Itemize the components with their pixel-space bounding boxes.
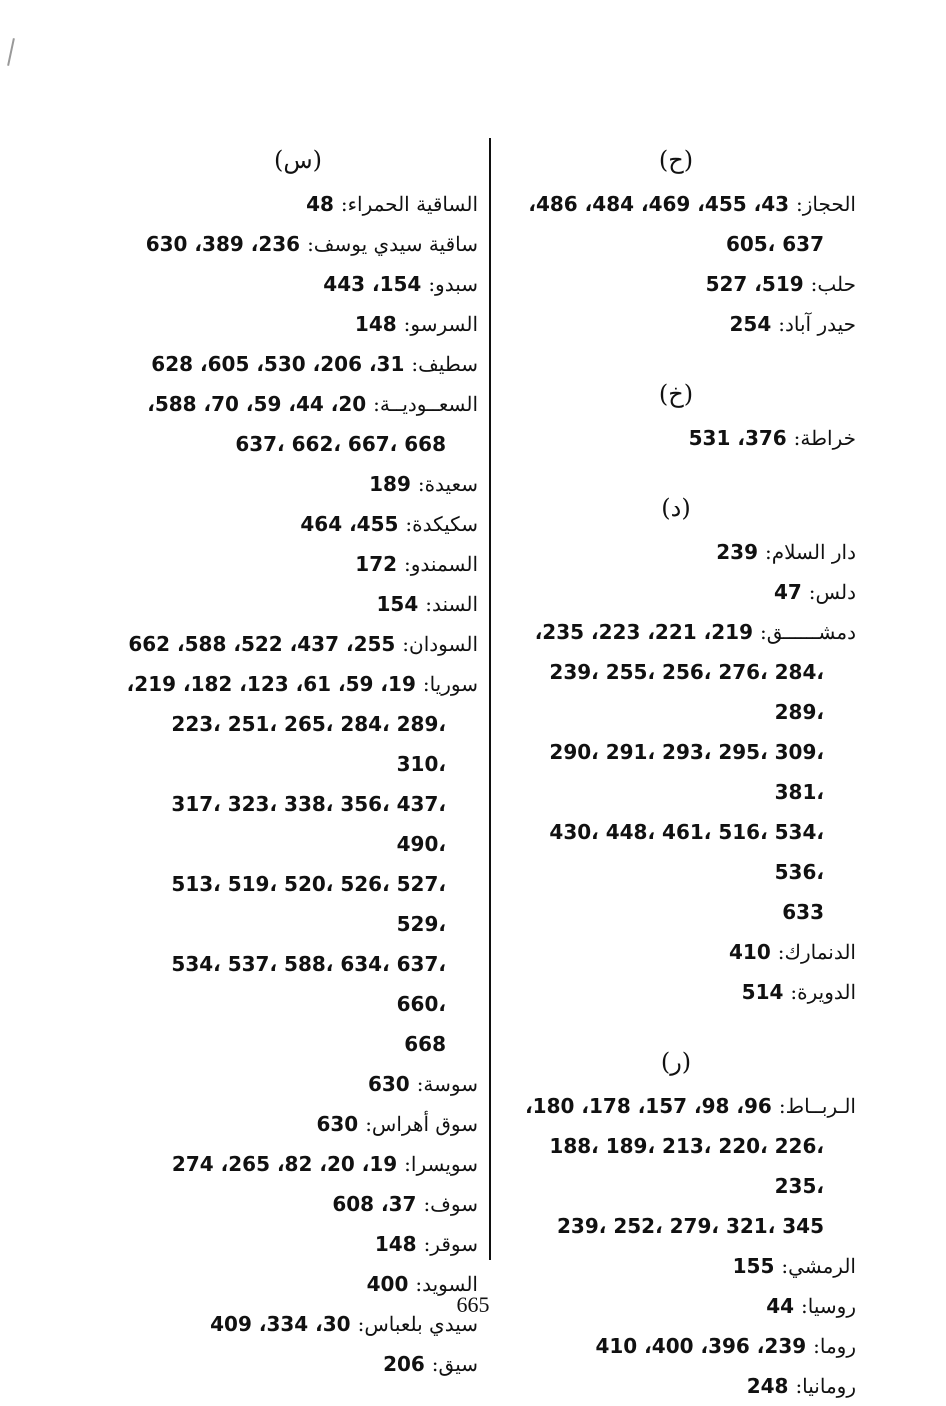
entry-pages: 154، 443: [323, 272, 422, 296]
index-entry: [118, 384, 478, 424]
entry-continuation: 290، 291، 293، 295، 309، 381،: [549, 740, 824, 804]
entry-name: دمشــــــق:: [759, 620, 856, 644]
index-entry: [118, 624, 478, 664]
entry-name: السمندو:: [404, 552, 478, 576]
entry-name: سطيف:: [411, 352, 478, 376]
entry-name: السرسو:: [403, 312, 478, 336]
entry-name: سعيدة:: [417, 472, 478, 496]
entry-continuation: 668: [404, 1032, 446, 1056]
entry-pages: 47: [773, 580, 802, 604]
index-entry: [496, 972, 856, 1012]
index-entry: [496, 304, 856, 344]
index-entry: [496, 532, 856, 572]
index-entry: [118, 1344, 478, 1384]
index-entry: [496, 572, 856, 612]
section-letter: (ح): [658, 146, 694, 174]
right-index-column: [496, 140, 856, 1406]
entry-pages: 96، 98، 157، 178، 180،: [525, 1094, 772, 1118]
entry-pages: 48: [306, 192, 334, 216]
index-entry: [118, 584, 478, 624]
section-letter: (س): [273, 146, 323, 174]
entry-pages: 376، 531: [688, 426, 787, 450]
entry-continuation: 633: [782, 900, 824, 924]
entry-pages: 248: [746, 1374, 789, 1398]
entry-pages: 37، 608: [332, 1192, 417, 1216]
entry-pages: 630: [316, 1112, 359, 1136]
entry-name: روما:: [813, 1334, 856, 1358]
entry-name: دار السلام:: [764, 540, 856, 564]
entry-pages: 206: [383, 1352, 425, 1376]
entry-name: سوريا:: [422, 672, 478, 696]
entry-pages: 519، 527: [705, 272, 804, 296]
entry-pages: 172: [355, 552, 398, 576]
entry-pages: 239، 396، 400، 410: [595, 1334, 807, 1358]
entry-name: السعــوديــة:: [373, 392, 478, 416]
entry-continuation: 223، 251، 265، 284، 289، 310،: [171, 712, 446, 776]
entry-name: سوسة:: [416, 1072, 478, 1096]
section-letter: (ر): [660, 1048, 692, 1076]
index-entry: [496, 612, 856, 652]
column-divider: [489, 138, 491, 1260]
entry-name: السند:: [425, 592, 478, 616]
page-number: 665: [456, 1292, 490, 1317]
entry-name: ساقية سيدي يوسف:: [307, 232, 478, 256]
entry-pages: 30، 334، 409: [210, 1312, 351, 1336]
entry-name: الرمشي:: [781, 1254, 856, 1278]
entry-pages: 31، 206، 530، 605، 628: [151, 352, 405, 376]
index-entry: [118, 184, 478, 224]
entry-name: الـربــاط:: [778, 1094, 856, 1118]
entry-pages: 148: [374, 1232, 417, 1256]
entry-pages: 255، 437، 522، 588، 662: [128, 632, 396, 656]
index-entry: [118, 224, 478, 264]
entry-name: سوقر:: [423, 1232, 478, 1256]
entry-continuation: 239، 255، 256، 276، 284، 289،: [549, 660, 824, 724]
entry-pages: 410: [729, 940, 771, 964]
entry-name: حيدر آباد:: [778, 312, 856, 336]
index-entry: [496, 184, 856, 224]
entry-continuation: 430، 448، 461، 516، 534، 536،: [549, 820, 824, 884]
entry-name: روسيا:: [801, 1294, 856, 1318]
index-entry: [118, 1144, 478, 1184]
index-entry: [496, 264, 856, 304]
entry-pages: 254: [729, 312, 772, 336]
entry-pages: 455، 464: [300, 512, 399, 536]
entry-pages: 148: [354, 312, 397, 336]
entry-name: سبدو:: [428, 272, 478, 296]
entry-pages: 43، 455، 469، 484، 486،: [528, 192, 790, 216]
entry-name: خراطة:: [793, 426, 856, 450]
entry-name: سيق:: [431, 1352, 478, 1376]
entry-pages: 189: [369, 472, 411, 496]
entry-name: السودان:: [402, 632, 478, 656]
entry-name: الدنمارك:: [777, 940, 856, 964]
entry-name: سوق أهراس:: [365, 1112, 478, 1136]
entry-name: سويسرا:: [404, 1152, 478, 1176]
entry-name: سكيكدة:: [405, 512, 478, 536]
entry-name: سيدي بلعباس:: [357, 1312, 478, 1336]
index-entry: [496, 1366, 856, 1406]
left-index-column: [118, 140, 478, 1384]
entry-continuation: 513، 519، 520، 526، 527، 529،: [171, 872, 446, 936]
index-entry: [118, 1064, 478, 1104]
section-letter: (د): [661, 494, 691, 522]
entry-pages: 219، 221، 223، 235،: [534, 620, 753, 644]
index-entry: [496, 1326, 856, 1366]
index-entry: [118, 1184, 478, 1224]
entry-name: سوف:: [423, 1192, 478, 1216]
entry-continuation: 605، 637: [725, 232, 824, 256]
index-entry: [496, 932, 856, 972]
section-gap: [496, 344, 856, 374]
entry-name: حلب:: [810, 272, 856, 296]
entry-continuation: 637، 662، 667، 668: [235, 432, 446, 456]
entry-pages: 155: [732, 1254, 775, 1278]
index-entry: [496, 1086, 856, 1126]
entry-name: الحجاز:: [796, 192, 856, 216]
section-gap: [496, 458, 856, 488]
entry-pages: 154: [376, 592, 419, 616]
entry-pages: 239: [716, 540, 758, 564]
entry-pages: 400: [366, 1272, 409, 1296]
entry-pages: 19، 59، 61، 123، 182، 219،: [126, 672, 416, 696]
index-entry: [118, 344, 478, 384]
entry-continuation: 534، 537، 588، 634، 637، 660،: [171, 952, 446, 1016]
entry-name: دلس:: [808, 580, 856, 604]
section-letter: (خ): [658, 380, 694, 408]
entry-pages: 236، 389، 630: [145, 232, 301, 256]
entry-name: السويد:: [415, 1272, 478, 1296]
entry-pages: 20، 44، 59، 70، 588،: [147, 392, 367, 416]
index-entry: [118, 264, 478, 304]
index-entry: [496, 1246, 856, 1286]
index-entry: [118, 664, 478, 704]
entry-continuation: 188، 189، 213، 220، 226، 235،: [549, 1134, 824, 1198]
section-gap: [496, 1012, 856, 1042]
entry-name: الساقية الحمراء:: [340, 192, 478, 216]
index-entry: [118, 504, 478, 544]
entry-pages: 19، 20، 82، 265، 274: [171, 1152, 398, 1176]
index-entry: [496, 418, 856, 458]
entry-pages: 44: [766, 1294, 795, 1318]
entry-continuation: 239، 252، 279، 321، 345: [557, 1214, 824, 1238]
entry-pages: 630: [367, 1072, 410, 1096]
index-entry: [118, 544, 478, 584]
entry-name: رومانيا:: [795, 1374, 856, 1398]
index-entry: [118, 1104, 478, 1144]
index-entry: [118, 304, 478, 344]
index-entry: [118, 464, 478, 504]
entry-name: الدويرة:: [790, 980, 856, 1004]
scan-mark: [7, 38, 15, 66]
entry-pages: 514: [741, 980, 784, 1004]
entry-continuation: 317، 323، 338، 356، 437، 490،: [171, 792, 446, 856]
index-entry: [118, 1224, 478, 1264]
